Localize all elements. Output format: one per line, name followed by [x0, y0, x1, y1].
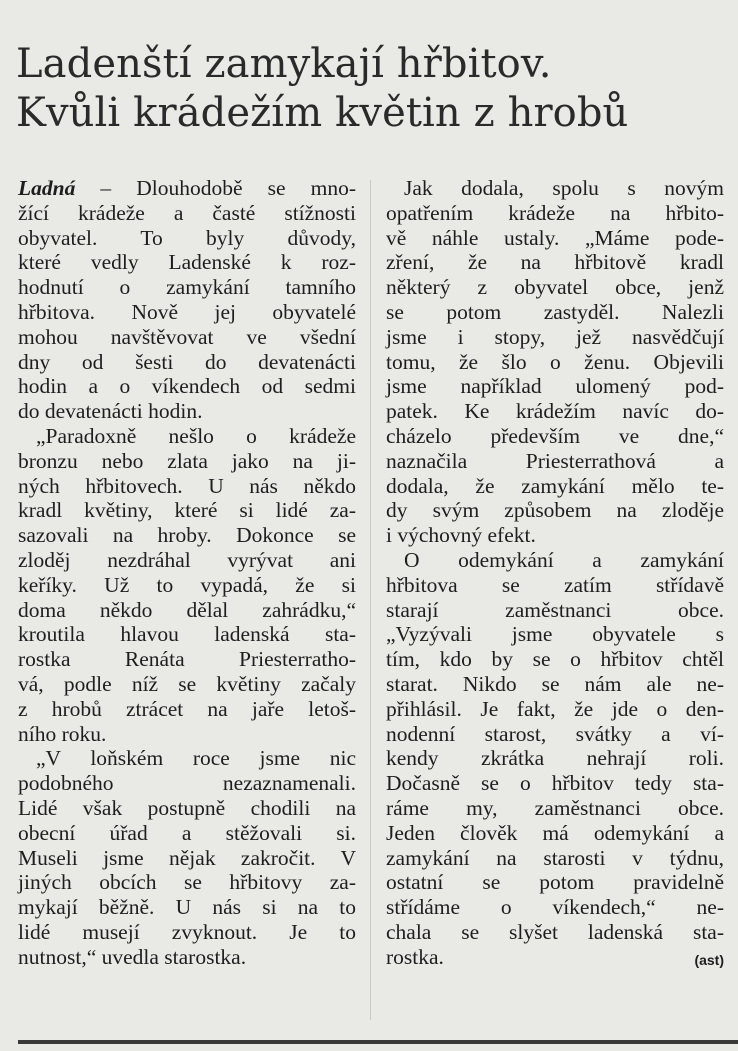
line-text: tím, kdo by se o hřbitov chtěl	[386, 647, 724, 672]
line-text: Dočasně se o hřbitov tedy sta-	[386, 771, 724, 796]
article-text-line	[18, 325, 356, 350]
line-text: ráme my, zaměstnanci obce.	[386, 795, 724, 820]
article-text-line	[18, 821, 356, 846]
line-text: vá, podle níž se květiny začaly	[18, 671, 356, 696]
line-text: patek. Ke krádežím navíc do-	[386, 399, 724, 424]
line-text: z hrobů ztrácet na jaře letoš-	[18, 696, 356, 721]
line-text: rostka Renáta Priesterratho-	[18, 647, 356, 672]
article-text-line	[386, 771, 724, 796]
article-text-line	[18, 374, 356, 399]
article-text-line	[18, 498, 356, 523]
article-text-line	[18, 672, 356, 697]
article-headline	[16, 40, 732, 138]
article-text-line	[386, 697, 724, 722]
article-text-line	[18, 622, 356, 647]
article-text-line	[18, 573, 356, 598]
line-text: „Vyzývali jsme obyvatele s	[386, 622, 724, 647]
article-text-line	[386, 325, 724, 350]
line-text: mykají běžně. U nás si na to	[18, 895, 356, 920]
line-text: dny od šesti do devatenácti	[18, 349, 356, 374]
article-text-line	[386, 722, 724, 747]
line-text: hřbitova. Nově jej obyvatelé	[18, 299, 356, 324]
article-text-line	[18, 746, 356, 771]
article-text-line	[386, 846, 724, 871]
line-text: „Paradoxně nešlo o krádeže	[36, 423, 356, 448]
line-text: „V loňském roce jsme nic	[36, 746, 356, 771]
line-text: dodala, že zamykání mělo te-	[386, 473, 724, 498]
line-text: obyvatel. To byly důvody,	[18, 225, 356, 250]
article-text-line	[386, 176, 724, 201]
line-text: – Dlouhodobě se mno-	[75, 176, 356, 200]
article-text-line	[386, 275, 724, 300]
article-text-line	[386, 424, 724, 449]
article-text-line	[18, 771, 356, 796]
line-text: ných hřbitovech. U nás někdo	[18, 473, 356, 498]
line-text: obecní úřad a stěžovali si.	[18, 820, 356, 845]
article-column-right	[386, 176, 724, 973]
article-text-line	[18, 945, 356, 970]
line-text: starat. Nikdo se nám ale ne-	[386, 671, 724, 696]
line-text: O odemykání a zamykání	[404, 547, 724, 572]
article-text-line	[386, 374, 724, 399]
article-text-line	[386, 870, 724, 895]
article-text-line	[18, 697, 356, 722]
line-text: hodin a o víkendech od sedmi	[18, 374, 356, 399]
line-text: nutnost,“ uvedla starostka.	[18, 944, 247, 969]
article-text-line	[18, 523, 356, 548]
article-column-left	[18, 176, 356, 970]
article-text-line	[386, 548, 724, 573]
article-text-line	[18, 722, 356, 747]
line-text: zloděj nezdráhal vyrývat ani	[18, 547, 356, 572]
line-text: žící krádeže a časté stížnosti	[18, 200, 356, 225]
line-text: se potom zastyděl. Nalezli	[386, 299, 724, 324]
article-text-line	[386, 573, 724, 598]
article-text-line	[18, 226, 356, 251]
article-text-line	[18, 449, 356, 474]
article-text-line	[386, 647, 724, 672]
article-text-line	[386, 746, 724, 771]
dateline: Ladná	[18, 176, 76, 200]
article-text-line	[18, 201, 356, 226]
line-text: zření, že na hřbitově kradl	[386, 250, 724, 275]
headline-line-1: Ladenští zamykají hřbitov.	[16, 41, 552, 87]
bottom-rule	[18, 1040, 738, 1044]
line-text: chala se slyšet ladenská sta-	[386, 919, 724, 944]
line-text: některý z obyvatel obce, jenž	[386, 275, 724, 300]
line-text: podobného nezaznamenali.	[18, 771, 356, 796]
line-text: jsme například ulomený pod-	[386, 374, 724, 399]
line-text: ního roku.	[18, 721, 107, 746]
article-text-line	[18, 647, 356, 672]
article-text-line	[18, 548, 356, 573]
article-text-line	[18, 474, 356, 499]
line-text: kradl květiny, které si lidé za-	[18, 498, 356, 523]
line-text: ostatní se potom pravidelně	[386, 870, 724, 895]
line-text: vě náhle ustaly. „Máme pode-	[386, 225, 724, 250]
line-text: Jak dodala, spolu s novým	[404, 176, 724, 200]
line-text: sazovali na hroby. Dokonce se	[18, 523, 356, 548]
line-text: Museli jsme nějak zakročit. V	[18, 845, 356, 870]
article-text-line	[386, 895, 724, 920]
article-text-line	[386, 350, 724, 375]
article-text-line	[18, 870, 356, 895]
line-text: tomu, že šlo o ženu. Objevili	[386, 349, 724, 374]
line-text: rostka.	[386, 944, 444, 969]
line-text: Lidé však postupně chodili na	[18, 795, 356, 820]
article-text-line	[386, 201, 724, 226]
article-text-line	[386, 449, 724, 474]
article-text-line	[18, 275, 356, 300]
line-text: do devatenácti hodin.	[18, 399, 203, 424]
line-text: bronzu nebo zlata jako na ji-	[18, 448, 356, 473]
article-text-line	[18, 598, 356, 623]
line-text: hřbitova se zatím střídavě	[386, 572, 724, 597]
article-text-line	[386, 474, 724, 499]
article-text-line	[18, 399, 356, 424]
line-text: cházelo především ve dne,“	[386, 423, 724, 448]
article-text-line	[386, 622, 724, 647]
line-text: Jeden člověk má odemykání a	[386, 820, 724, 845]
article-text-line	[386, 523, 724, 548]
line-text: hodnutí o zamykání tamního	[18, 275, 356, 300]
article-text-line	[18, 846, 356, 871]
article-text-line	[18, 250, 356, 275]
article-text-line	[18, 176, 356, 201]
line-text: naznačila Priesterrathová a	[386, 448, 724, 473]
article-text-line	[386, 672, 724, 697]
headline-line-2: Kvůli krádežím květin z hrobů	[16, 90, 629, 136]
article-text-line	[18, 920, 356, 945]
article-text-line	[18, 796, 356, 821]
article-text-line	[386, 300, 724, 325]
column-divider	[370, 180, 371, 1020]
line-text: kroutila hlavou ladenská sta-	[18, 622, 356, 647]
line-text: opatřením krádeže na hřbito-	[386, 200, 724, 225]
article-text-line	[18, 350, 356, 375]
line-text: dy svým způsobem na zloděje	[386, 498, 724, 523]
line-text: jiných obcích se hřbitovy za-	[18, 870, 356, 895]
line-text: zamykání na starosti v týdnu,	[386, 845, 724, 870]
article-text-line	[18, 300, 356, 325]
line-text: doma někdo dělal zahrádku,“	[18, 597, 356, 622]
article-text-line	[386, 945, 724, 970]
line-text: lidé musejí zvyknout. Je to	[18, 919, 356, 944]
article-text-line	[18, 424, 356, 449]
line-text: kendy zkrátka nehrají roli.	[386, 746, 724, 771]
line-text: které vedly Ladenské k roz-	[18, 250, 356, 275]
line-text: keříky. Už to vypadá, že si	[18, 572, 356, 597]
article-text-line	[386, 821, 724, 846]
article-text-line	[386, 598, 724, 623]
article-text-line	[386, 399, 724, 424]
line-text: mohou navštěvovat ve všední	[18, 324, 356, 349]
article-text-line	[386, 796, 724, 821]
line-text: přihlásil. Je fakt, že jde o den-	[386, 696, 724, 721]
line-text: jsme i stopy, jež nasvědčují	[386, 324, 724, 349]
article-text-line	[386, 250, 724, 275]
author-byline: (ast)	[694, 951, 724, 968]
line-text: střídáme o víkendech,“ ne-	[386, 895, 724, 920]
line-text: i výchovný efekt.	[386, 523, 536, 548]
article-text-line	[386, 498, 724, 523]
article-text-line	[386, 920, 724, 945]
line-text: nodenní starost, svátky a ví-	[386, 721, 724, 746]
article-text-line	[386, 226, 724, 251]
article-text-line	[18, 895, 356, 920]
line-text: starají zaměstnanci obce.	[386, 597, 724, 622]
